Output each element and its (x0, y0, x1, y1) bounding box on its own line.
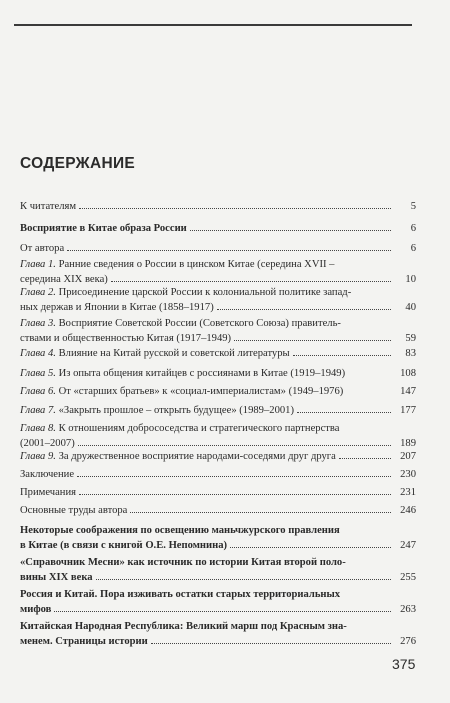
toc-entry-title: Примечания (20, 487, 76, 498)
toc-leader-dots (339, 458, 391, 459)
toc-entry-page: 108 (400, 368, 416, 379)
toc-entry-title: менем. Страницы истории (20, 636, 148, 647)
toc-leader-dots (67, 250, 391, 251)
toc-entry-page: 83 (405, 348, 416, 359)
toc-leader-dots (79, 208, 391, 209)
toc-leader-dots (230, 547, 391, 548)
toc-entry-title: Глава 5. Из опыта общения китайцев с россиянами в Китае (1919–1949) (20, 368, 346, 379)
top-rule (14, 24, 412, 26)
toc-entry-page: 5 (410, 201, 416, 212)
toc-entry-title: (2001–2007) (20, 438, 75, 449)
toc-leader-dots (130, 512, 391, 513)
toc-entry-page: 207 (400, 451, 416, 462)
toc-entry-page: 276 (400, 636, 416, 647)
toc-entry (20, 384, 416, 399)
toc-entry (20, 221, 416, 236)
toc-entry-page: 6 (410, 223, 416, 234)
toc-chapter-label: Глава 1. (20, 259, 56, 270)
toc-chapter-label: Глава 8. (20, 423, 56, 434)
toc-entry-page: 263 (400, 604, 416, 615)
toc-entry-page: 10 (405, 274, 416, 285)
toc-entry-title: Основные труды автора (20, 505, 128, 516)
toc-entry-title: ных держав и Японии в Китае (1858–1917) (20, 302, 214, 313)
toc-leader-dots (151, 643, 391, 644)
toc-leader-dots (111, 281, 391, 282)
toc-entry (20, 619, 416, 649)
toc-entry (20, 199, 416, 214)
toc-entry-title: Китайская Народная Республика: Великий марш под Красным зна- (20, 621, 347, 632)
toc-leader-dots (190, 230, 391, 231)
toc-entry-title: От автора (20, 243, 65, 254)
page-number: 375 (392, 656, 416, 672)
toc-entry (20, 403, 416, 418)
toc-entry-title: Восприятие в Китае образа России (20, 223, 187, 234)
toc-entry (20, 285, 416, 315)
toc-leader-dots (77, 476, 391, 477)
toc-entry-page: 177 (400, 405, 416, 416)
toc-entry-page: 189 (400, 438, 416, 449)
contents-heading: СОДЕРЖАНИЕ (20, 155, 136, 172)
toc-entry-title: ствами и общественностью Китая (1917–1949) (20, 333, 232, 344)
toc-entry (20, 366, 416, 381)
toc-entry-page: 147 (400, 386, 416, 397)
toc-leader-dots (297, 412, 391, 413)
toc-entry-page: 231 (400, 487, 416, 498)
toc-entry (20, 485, 416, 500)
toc-chapter-label: Глава 3. (20, 318, 56, 329)
toc-chapter-label: Глава 9. (20, 451, 56, 462)
toc-chapter-label: Глава 5. (20, 368, 56, 379)
toc-entry-page: 40 (405, 302, 416, 313)
toc-entry (20, 449, 416, 464)
toc-entry (20, 316, 416, 346)
toc-entry (20, 241, 416, 256)
toc-entry-title: мифов (20, 604, 52, 615)
toc-chapter-label: Глава 6. (20, 386, 56, 397)
toc-entry (20, 421, 416, 451)
toc-entry (20, 587, 416, 617)
toc-entry-page: 6 (410, 243, 416, 254)
toc-leader-dots (293, 355, 391, 356)
toc-entry-title: Глава 3. Восприятие Советской России (Советского Союза) правитель- (20, 318, 341, 329)
toc-entry-title: «Справочник Месни» как источник по истории Китая второй поло- (20, 557, 346, 568)
toc-entry-title: Глава 2. Присоединение царской России к колониальной политике запад- (20, 287, 352, 298)
toc-entry (20, 257, 416, 287)
toc-entry-page: 246 (400, 505, 416, 516)
toc-entry-title: в Китае (в связи с книгой О.Е. Непомнина) (20, 540, 228, 551)
toc-leader-dots (79, 494, 391, 495)
toc-entry (20, 555, 416, 585)
toc-leader-dots (217, 309, 391, 310)
toc-leader-dots (96, 579, 391, 580)
toc-entry-title: Некоторые соображения по освещению маньчжурского правления (20, 525, 340, 536)
toc-chapter-label: Глава 2. (20, 287, 56, 298)
toc-leader-dots (234, 340, 391, 341)
toc-entry-page: 230 (400, 469, 416, 480)
toc-leader-dots (54, 611, 391, 612)
toc-chapter-label: Глава 4. (20, 348, 56, 359)
toc-entry (20, 503, 416, 518)
toc-entry-title: Заключение (20, 469, 75, 480)
toc-entry (20, 346, 416, 361)
toc-entry-page: 255 (400, 572, 416, 583)
toc-chapter-label: Глава 7. (20, 405, 56, 416)
toc-entry-title: вины XIX века (20, 572, 93, 583)
toc-leader-dots (78, 445, 391, 446)
toc-entry-page: 247 (400, 540, 416, 551)
toc-entry-title: Глава 4. Влияние на Китай русской и советской литературы (20, 348, 290, 359)
toc-entry-title: Глава 1. Ранние сведения о России в цинском Китае (середина XVII – (20, 259, 335, 270)
toc-entry (20, 467, 416, 482)
toc-entry-title: К читателям (20, 201, 77, 212)
toc-entry-title: Россия и Китай. Пора изживать остатки старых территориальных (20, 589, 341, 600)
toc-entry-title: Глава 9. За дружественное восприятие народами-соседями друг друга (20, 451, 336, 462)
toc-entry-title: Глава 6. От «старших братьев» к «социал-империалистам» (1949–1976) (20, 386, 344, 397)
toc-entry-title: Глава 7. «Закрыть прошлое – открыть будущее» (1989–2001) (20, 405, 294, 416)
toc-entry-title: середина XIX века) (20, 274, 108, 285)
toc-entry (20, 523, 416, 553)
toc-entry-title: Глава 8. К отношениям добрососедства и стратегического партнерства (20, 423, 340, 434)
toc-entry-page: 59 (405, 333, 416, 344)
